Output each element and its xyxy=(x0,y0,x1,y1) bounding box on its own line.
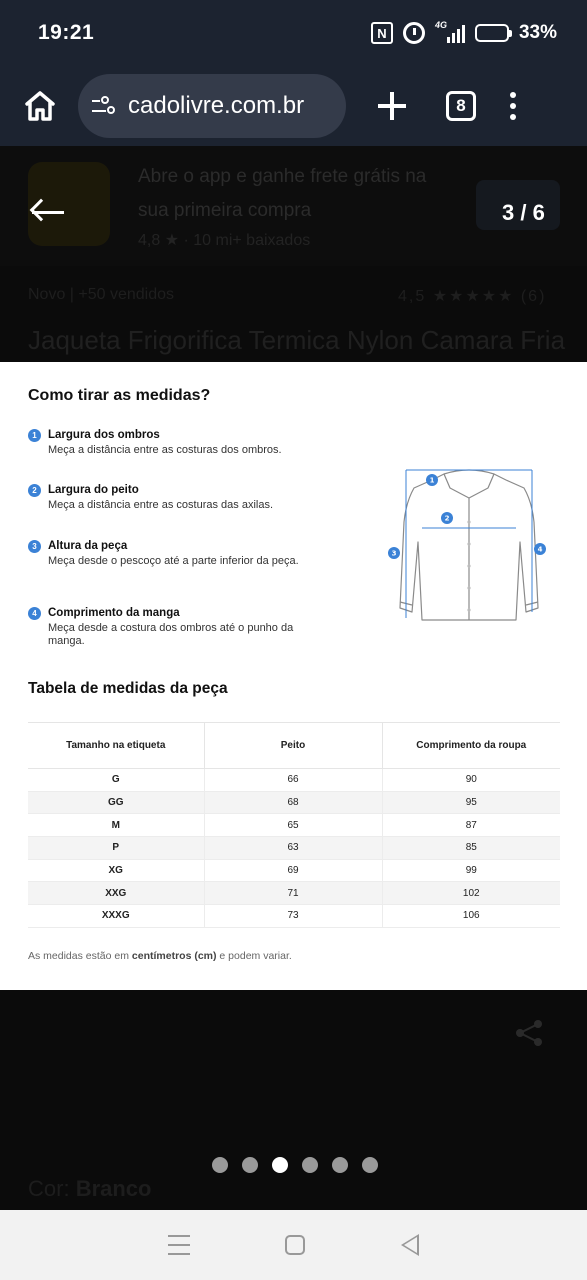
step-item xyxy=(28,539,299,568)
system-back-button[interactable] xyxy=(401,1234,419,1256)
table-row xyxy=(28,837,560,860)
length-cell: 102 xyxy=(382,882,560,905)
home-icon xyxy=(23,90,57,122)
step-item xyxy=(28,428,282,457)
length-cell: 99 xyxy=(382,859,560,882)
gallery-pagination xyxy=(212,1157,378,1173)
table-row xyxy=(28,769,560,792)
product-meta: Novo | +50 vendidos xyxy=(28,286,175,303)
table-row xyxy=(28,882,560,905)
table-title: Tabela de medidas da peça xyxy=(28,680,228,697)
column-header: Peito xyxy=(204,723,382,769)
length-cell: 106 xyxy=(382,905,560,928)
guide-title: Como tirar as medidas? xyxy=(28,387,211,404)
size-guide-image[interactable] xyxy=(0,362,587,990)
marker-2: 2 xyxy=(444,514,450,523)
step-title: Largura dos ombros xyxy=(48,429,160,441)
step-number: 1 xyxy=(28,429,41,442)
pagination-dot[interactable] xyxy=(302,1157,318,1173)
network-type: 4G xyxy=(434,20,447,30)
banner-text: Abre o app e ganhe frete grátis na sua primeira compra xyxy=(138,166,427,221)
chest-cell: 69 xyxy=(204,859,382,882)
color-value: Branco xyxy=(75,1176,152,1201)
home-button[interactable] xyxy=(20,86,60,126)
share-icon xyxy=(514,1018,544,1048)
address-bar[interactable] xyxy=(78,74,346,138)
step-description: Meça desde o pescoço até a parte inferior da peça. xyxy=(48,555,299,567)
step-number: 4 xyxy=(28,607,41,620)
step-title: Comprimento da manga xyxy=(48,607,180,619)
status-icons xyxy=(371,22,557,44)
pagination-dot[interactable] xyxy=(212,1157,228,1173)
size-cell: G xyxy=(28,769,204,792)
pagination-dot[interactable] xyxy=(242,1157,258,1173)
step-title: Altura da peça xyxy=(48,540,128,552)
measurement-note: As medidas estão em centímetros (cm) e podem variar. xyxy=(28,950,292,962)
signal-icon xyxy=(434,20,465,43)
step-description: Meça a distância entre as costuras das axilas. xyxy=(48,499,274,511)
size-cell: XXXG xyxy=(28,905,204,928)
step-number: 3 xyxy=(28,540,41,553)
product-title: Jaqueta Frigorifica Termica Nylon Camara Fria xyxy=(28,325,566,355)
nfc-icon: N xyxy=(371,22,393,44)
chest-cell: 66 xyxy=(204,769,382,792)
length-cell: 95 xyxy=(382,791,560,814)
step-description: Meça a distância entre as costuras dos ombros. xyxy=(48,444,282,456)
pagination-dot[interactable] xyxy=(362,1157,378,1173)
column-header: Tamanho na etiqueta xyxy=(28,723,204,769)
battery-icon xyxy=(475,24,509,42)
table-row xyxy=(28,859,560,882)
pagination-dot[interactable] xyxy=(332,1157,348,1173)
url-text[interactable]: cadolivre.com.br xyxy=(128,92,305,119)
chest-cell: 65 xyxy=(204,814,382,837)
status-time: 19:21 xyxy=(38,21,95,44)
step-title: Largura do peito xyxy=(48,484,139,496)
size-table xyxy=(28,722,560,928)
table-header-row xyxy=(28,723,560,769)
tab-switcher-button[interactable]: 8 xyxy=(446,91,476,121)
size-cell: XXG xyxy=(28,882,204,905)
site-settings-icon[interactable] xyxy=(92,96,118,116)
system-home-button[interactable] xyxy=(285,1235,305,1255)
size-cell: GG xyxy=(28,791,204,814)
battery-percent: 33% xyxy=(518,22,557,43)
size-cell: M xyxy=(28,814,204,837)
more-menu-button[interactable] xyxy=(510,92,518,120)
table-row xyxy=(28,814,560,837)
table-row xyxy=(28,791,560,814)
chest-cell: 71 xyxy=(204,882,382,905)
color-selector-label: Cor: Branco xyxy=(28,1176,152,1201)
chest-cell: 68 xyxy=(204,791,382,814)
pagination-dot[interactable] xyxy=(272,1157,288,1173)
browser-toolbar xyxy=(0,66,587,146)
shirt-diagram xyxy=(384,462,554,632)
close-gallery-button[interactable] xyxy=(30,198,66,228)
app-banner xyxy=(0,146,587,266)
chest-cell: 73 xyxy=(204,905,382,928)
recent-apps-button[interactable] xyxy=(168,1235,190,1255)
step-item xyxy=(28,606,328,648)
length-cell: 90 xyxy=(382,769,560,792)
step-description: Meça desde a costura dos ombros até o punho da manga. xyxy=(48,622,294,647)
step-item xyxy=(28,483,273,512)
chest-cell: 63 xyxy=(204,837,382,860)
alarm-icon xyxy=(403,22,425,44)
step-number: 2 xyxy=(28,484,41,497)
marker-3: 3 xyxy=(391,549,397,558)
new-tab-button[interactable] xyxy=(376,90,408,122)
column-header: Comprimento da roupa xyxy=(382,723,560,769)
status-bar xyxy=(0,0,587,66)
image-counter: 3 / 6 xyxy=(502,200,545,225)
more-dot-icon xyxy=(510,92,516,98)
table-row xyxy=(28,905,560,928)
menu-lines-icon xyxy=(168,1235,190,1237)
product-rating: 4,5 ★★★★★ (6) xyxy=(398,288,547,305)
banner-rating: 4,8 ★ · 10 mi+ baixados xyxy=(138,232,311,249)
marker-1: 1 xyxy=(429,476,435,485)
length-cell: 85 xyxy=(382,837,560,860)
size-cell: XG xyxy=(28,859,204,882)
size-cell: P xyxy=(28,837,204,860)
marker-4: 4 xyxy=(537,545,543,554)
system-nav-bar xyxy=(0,1210,587,1280)
length-cell: 87 xyxy=(382,814,560,837)
